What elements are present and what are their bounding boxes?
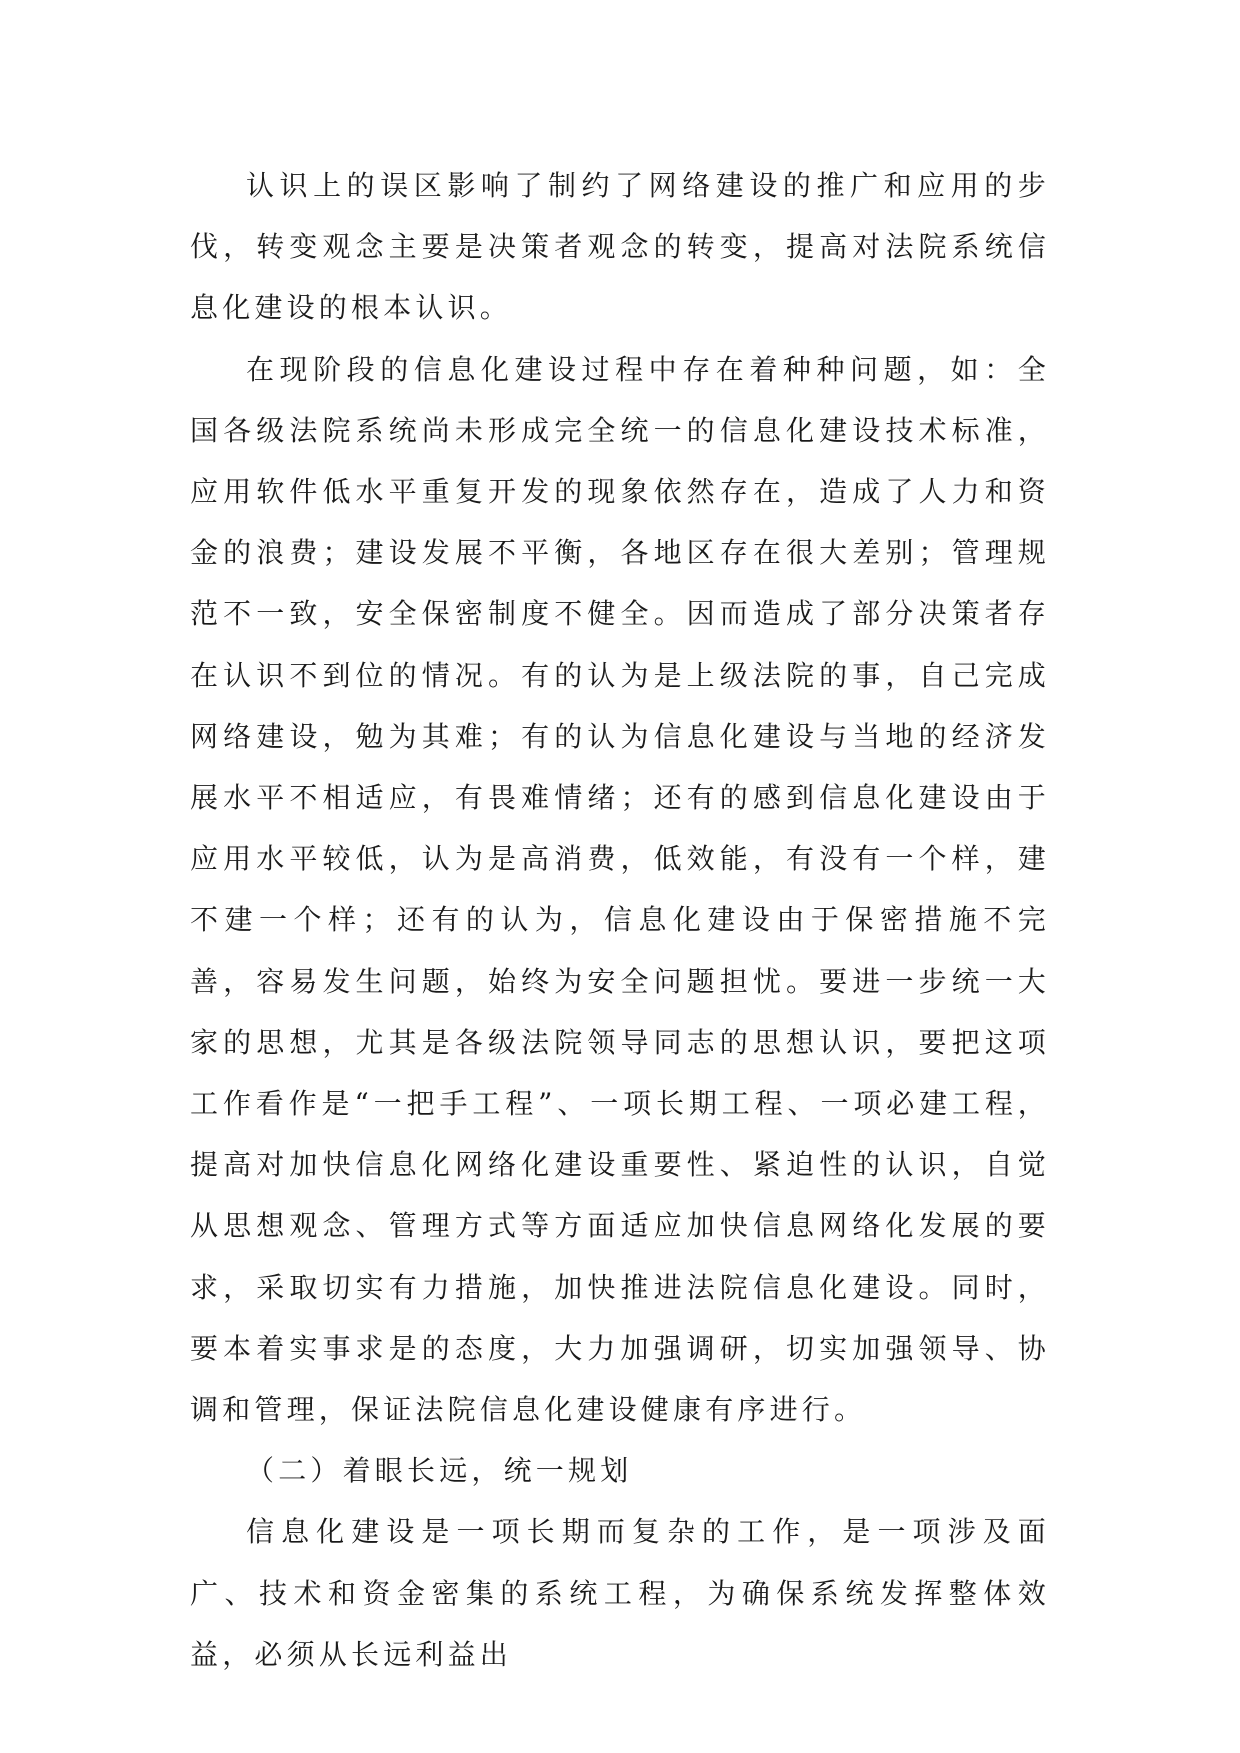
paragraph-1: 认识上的误区影响了制约了网络建设的推广和应用的步伐，转变观念主要是决策者观念的转变，提高对法院系统信息化建设的根本认识。 — [190, 169, 1050, 325]
paragraph-3: 信息化建设是一项长期而复杂的工作，是一项涉及面广、技术和资金密集的系统工程，为确保系统发挥整体效益，必须从长远利益出 — [190, 1515, 1050, 1671]
document-body — [190, 155, 1050, 1685]
paragraph-2: 在现阶段的信息化建设过程中存在着种种问题，如：全国各级法院系统尚未形成完全统一的信息化建设技术标准，应用软件低水平重复开发的现象依然存在，造成了人力和资金的浪费；建设发展不平衡，各地区存在很大差别；管理规范不一致，安全保密制度不健全。因而造成了部分决策者存在认识不到位的情况。有的认为是上级法院的事，自己完成网络建设，勉为其难；有的认为信息化建设与当地的经济发展水平不相适应，有畏难情绪；还有的感到信息化建设由于应用水平较低，认为是高消费，低效能，有没有一个样，建不建一个样；还有的认为，信息化建设由于保密措施不完善，容易发生问题，始终为安全问题担忧。要进一步统一大家的思想，尤其是各级法院领导同志的思想认识，要把这项工作看作是“一把手工程”、一项长期工程、一项必建工程，提高对加快信息化网络化建设重要性、紧迫性的认识，自觉从思想观念、管理方式等方面适应加快信息网络化发展的要求，采取切实有力措施，加快推进法院信息化建设。同时，要本着实事求是的态度，大力加强调研，切实加强领导、协调和管理，保证法院信息化建设健康有序进行。 — [190, 352, 1050, 1427]
section-heading: （二）着眼长远，统一规划 — [246, 1454, 633, 1488]
